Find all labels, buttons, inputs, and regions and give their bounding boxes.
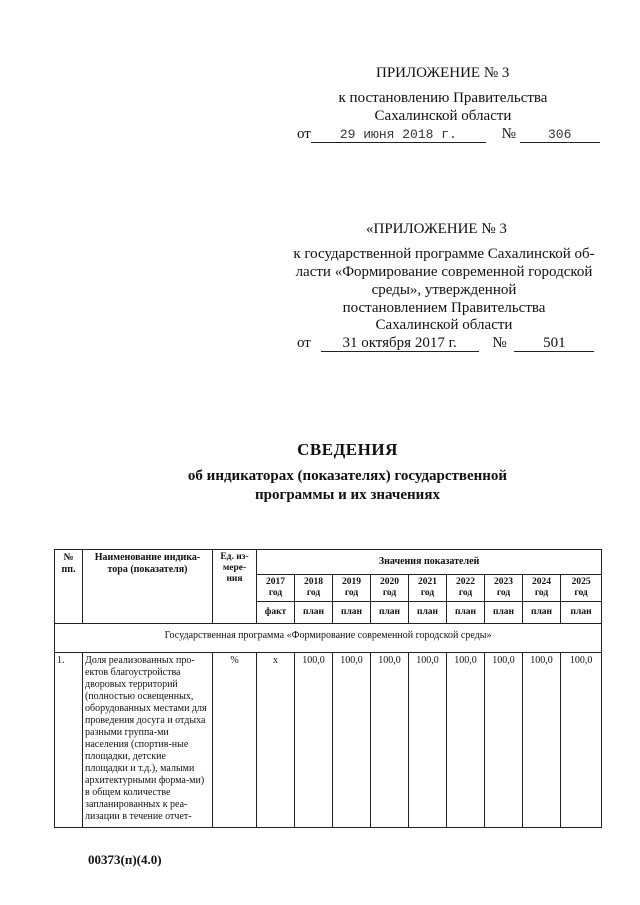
- year-header: 2017 год: [257, 575, 295, 602]
- appendix-line-2: Сахалинской области: [374, 108, 512, 124]
- year-header: 2019 год: [333, 575, 371, 602]
- program-row: [55, 624, 602, 653]
- document-subtitle-2: программы и их значениях: [255, 487, 440, 503]
- table-row: [55, 653, 602, 828]
- from-label: от: [297, 126, 311, 142]
- decree-date: 29 июня 2018 г.: [311, 127, 486, 143]
- kind-header: план: [409, 602, 447, 624]
- appendix2-line-4: постановлением Правительства: [342, 300, 546, 316]
- kind-header: план: [333, 602, 371, 624]
- value-cell: х: [257, 653, 295, 828]
- kind-header: план: [485, 602, 523, 624]
- program-decree-number: 501: [514, 336, 594, 352]
- value-cell: 100,0: [409, 653, 447, 828]
- value-cell: 100,0: [333, 653, 371, 828]
- indicator-unit: %: [213, 653, 257, 828]
- kind-header: план: [561, 602, 602, 624]
- value-cell: 100,0: [485, 653, 523, 828]
- year-header: 2023 год: [485, 575, 523, 602]
- appendix2-date-line: [297, 334, 594, 353]
- appendix2-title: «ПРИЛОЖЕНИЕ № 3: [366, 221, 507, 237]
- document-code: 00373(п)(4.0): [88, 852, 162, 867]
- col-header-num: № пп.: [55, 550, 83, 624]
- value-cell: 100,0: [295, 653, 333, 828]
- value-cell: 100,0: [561, 653, 602, 828]
- number-label: №: [501, 126, 516, 142]
- decree-number: 306: [520, 127, 600, 143]
- program-decree-date: 31 октября 2017 г.: [321, 336, 479, 352]
- col-header-name: Наименование индика-тора (показателя): [83, 550, 213, 624]
- appendix2-line-1: к государственной программе Сахалинской об-: [293, 246, 595, 262]
- program-name: Государственная программа «Формирование современной городской среды»: [55, 624, 602, 653]
- document-subtitle-1: об индикаторах (показателях) государственной: [187, 468, 508, 484]
- row-num: 1.: [55, 653, 83, 828]
- kind-header: план: [523, 602, 561, 624]
- kind-header: план: [371, 602, 409, 624]
- appendix2-line-3: среды», утвержденной: [371, 282, 517, 298]
- document-title: СВЕДЕНИЯ: [297, 440, 398, 459]
- col-header-values: Значения показателей: [257, 550, 602, 575]
- appendix2-line-5: Сахалинской области: [375, 317, 513, 333]
- kind-header: факт: [257, 602, 295, 624]
- indicators-table: [54, 549, 602, 828]
- year-header: 2025 год: [561, 575, 602, 602]
- kind-header: план: [295, 602, 333, 624]
- appendix2-line-2: ласти «Формирование современной городской: [295, 264, 593, 280]
- appendix-line-1: к постановлению Правительства: [338, 90, 548, 106]
- header-row-1: [55, 550, 602, 575]
- kind-header: план: [447, 602, 485, 624]
- year-header: 2020 год: [371, 575, 409, 602]
- number-label-2: №: [492, 335, 507, 351]
- year-header: 2024 год: [523, 575, 561, 602]
- value-cell: 100,0: [523, 653, 561, 828]
- value-cell: 100,0: [371, 653, 409, 828]
- appendix-title: ПРИЛОЖЕНИЕ № 3: [376, 65, 510, 81]
- appendix-date-line: [297, 125, 600, 144]
- from-label-2: от: [297, 335, 311, 351]
- col-header-unit: Ед. из-мере-ния: [213, 550, 257, 624]
- year-header: 2022 год: [447, 575, 485, 602]
- indicator-name: Доля реализованных про-ектов благоустройства дворовых территорий (полностью освещенных, оборудованных местами для проведения досуга и отдыха разными группа-ми населения (спортив-ные площадки, детские площадки и т.д.), малыми архитектурными форма-ми) в общем количестве запланированных к реа-лизации в течение отчет-: [83, 653, 213, 828]
- year-header: 2018 год: [295, 575, 333, 602]
- year-header: 2021 год: [409, 575, 447, 602]
- value-cell: 100,0: [447, 653, 485, 828]
